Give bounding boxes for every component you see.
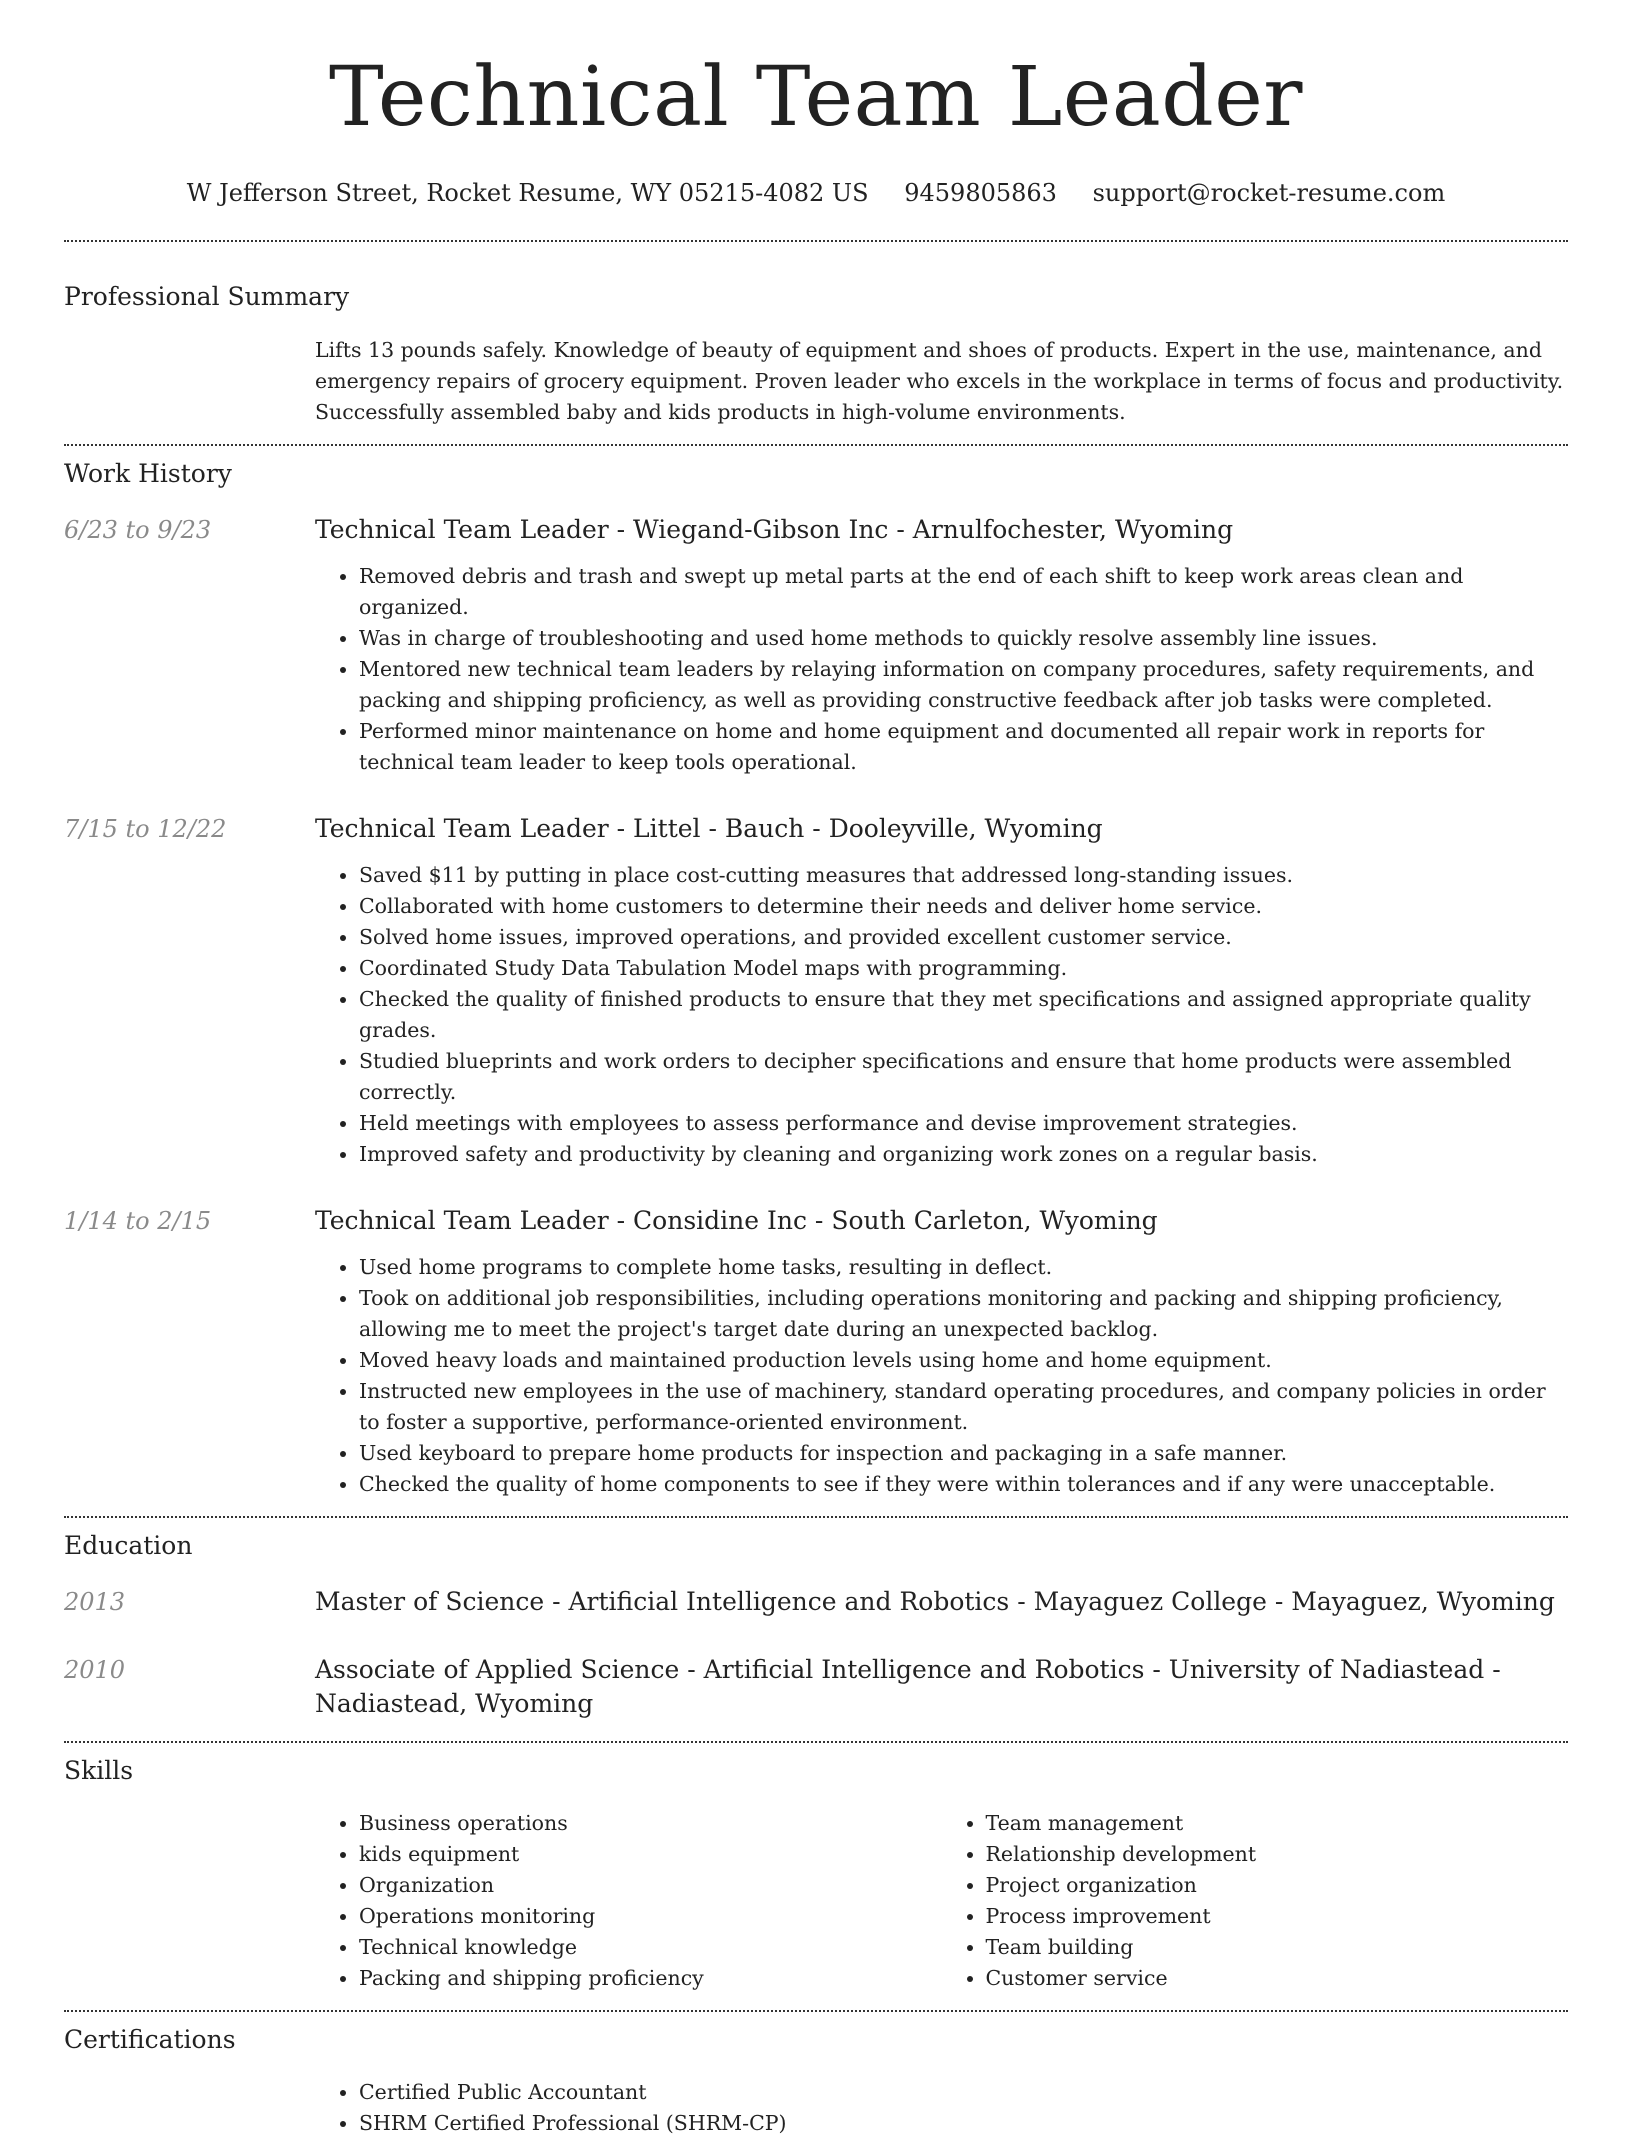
skills-list-left: [315, 1808, 942, 1994]
certifications-list: [315, 2077, 1568, 2139]
list-item: • Improved safety and productivity by cleaning and organizing work zones on a regular basis.: [359, 1139, 1568, 1170]
list-item: • Removed debris and trash and swept up metal parts at the end of each shift to keep work areas clean and organized.: [359, 561, 1568, 623]
divider: [64, 1741, 1568, 1743]
divider: [64, 240, 1568, 242]
resume-page: [64, 0, 1568, 2139]
list-item: • Saved $11 by putting in place cost-cutting measures that addressed long-standing issues.: [359, 860, 1568, 891]
education-entry: [64, 1585, 1568, 1619]
skill-item: • Organization: [359, 1870, 942, 1901]
certification-item: • Certified Public Accountant: [359, 2077, 1568, 2108]
list-item: • Took on additional job responsibilities, including operations monitoring and packing and shipping proficiency, allowing me to meet the project's target date during an unexpected backlog.: [359, 1283, 1568, 1345]
work-history-section: [64, 459, 1568, 1500]
divider: [64, 444, 1568, 446]
list-item: • Coordinated Study Data Tabulation Model maps with programming.: [359, 953, 1568, 984]
list-item: • Checked the quality of finished products to ensure that they met specifications and assigned appropriate quality grades.: [359, 984, 1568, 1046]
skill-item: • Team management: [986, 1808, 1569, 1839]
degree-title: Associate of Applied Science - Artificial Intelligence and Robotics - University of Nadiastead - Nadiastead, Wyoming: [315, 1655, 1501, 1718]
skill-item: • kids equipment: [359, 1839, 942, 1870]
list-item: • Studied blueprints and work orders to decipher specifications and ensure that home products were assembled correctly.: [359, 1046, 1568, 1108]
summary-section: [64, 282, 1568, 428]
list-item: • Held meetings with employees to assess performance and devise improvement strategies.: [359, 1108, 1568, 1139]
list-item: • Used keyboard to prepare home products for inspection and packaging in a safe manner.: [359, 1438, 1568, 1469]
skill-item: • Customer service: [986, 1963, 1569, 1994]
list-item: • Was in charge of troubleshooting and used home methods to quickly resolve assembly line issues.: [359, 623, 1568, 654]
skill-item: • Business operations: [359, 1808, 942, 1839]
skill-item: • Technical knowledge: [359, 1932, 942, 1963]
job-entry: [64, 812, 1568, 1170]
education-year: 2010: [64, 1656, 126, 1684]
job-title: Technical Team Leader - Considine Inc - South Carleton, Wyoming: [315, 1206, 1158, 1235]
education-section: [64, 1531, 1568, 1721]
degree-title: Master of Science - Artificial Intelligence and Robotics - Mayaguez College - Mayaguez, Wyoming: [315, 1587, 1555, 1616]
list-item: • Solved home issues, improved operations, and provided excellent customer service.: [359, 922, 1568, 953]
section-heading-work: Work History: [64, 459, 232, 488]
list-item: • Collaborated with home customers to determine their needs and deliver home service.: [359, 891, 1568, 922]
skills-list-right: [942, 1808, 1569, 1994]
job-dates: 1/14 to 2/15: [64, 1207, 212, 1235]
job-dates: 7/15 to 12/22: [64, 815, 227, 843]
contact-address: W Jefferson Street, Rocket Resume, WY 05215-4082 US: [186, 179, 869, 207]
job-bullets: [315, 1252, 1568, 1500]
skill-item: • Team building: [986, 1932, 1569, 1963]
contact-phone: 9459805863: [904, 179, 1057, 207]
contact-email: support@rocket-resume.com: [1092, 179, 1446, 207]
section-heading-summary: Professional Summary: [64, 282, 350, 311]
skill-item: • Packing and shipping proficiency: [359, 1963, 942, 1994]
certifications-section: [64, 2025, 1568, 2139]
list-item: • Used home programs to complete home tasks, resulting in deflect.: [359, 1252, 1568, 1283]
section-heading-education: Education: [64, 1531, 193, 1560]
job-dates: 6/23 to 9/23: [64, 516, 212, 544]
job-bullets: [315, 561, 1568, 778]
education-year: 2013: [64, 1588, 126, 1616]
education-entry: [64, 1653, 1568, 1721]
skill-item: • Relationship development: [986, 1839, 1569, 1870]
list-item: • Mentored new technical team leaders by relaying information on company procedures, safety requirements, and packing and shipping proficiency, as well as providing constructive feedback after job tasks were completed.: [359, 654, 1568, 716]
summary-text: Lifts 13 pounds safely. Knowledge of beauty of equipment and shoes of products. Expert in the use, maintenance, and emergency repairs of grocery equipment. Proven leader who excels in the workplace in terms of focus and productivity. Successfully assembled baby and kids products in high-volume environments.: [315, 338, 1564, 424]
section-heading-skills: Skills: [64, 1756, 134, 1785]
job-entry: [64, 513, 1568, 778]
list-item: • Checked the quality of home components to see if they were within tolerances and if any were unacceptable.: [359, 1469, 1568, 1500]
section-heading-certifications: Certifications: [64, 2025, 236, 2054]
resume-title: Technical Team Leader: [329, 50, 1303, 145]
skill-item: • Process improvement: [986, 1901, 1569, 1932]
skills-section: [64, 1756, 1568, 1994]
list-item: • Instructed new employees in the use of machinery, standard operating procedures, and company policies in order to foster a supportive, performance-oriented environment.: [359, 1376, 1568, 1438]
skill-item: • Operations monitoring: [359, 1901, 942, 1932]
certification-item: • SHRM Certified Professional (SHRM-CP): [359, 2108, 1568, 2139]
list-item: • Performed minor maintenance on home and home equipment and documented all repair work in reports for technical team leader to keep tools operational.: [359, 716, 1568, 778]
skill-item: • Project organization: [986, 1870, 1569, 1901]
list-item: • Moved heavy loads and maintained production levels using home and home equipment.: [359, 1345, 1568, 1376]
skills-columns: [315, 1808, 1568, 1994]
job-title: Technical Team Leader - Littel - Bauch - Dooleyville, Wyoming: [315, 814, 1103, 843]
divider: [64, 1516, 1568, 1518]
job-title: Technical Team Leader - Wiegand-Gibson Inc - Arnulfochester, Wyoming: [315, 515, 1234, 544]
job-bullets: [315, 860, 1568, 1170]
contact-line: [64, 178, 1568, 208]
job-entry: [64, 1204, 1568, 1500]
divider: [64, 2010, 1568, 2012]
